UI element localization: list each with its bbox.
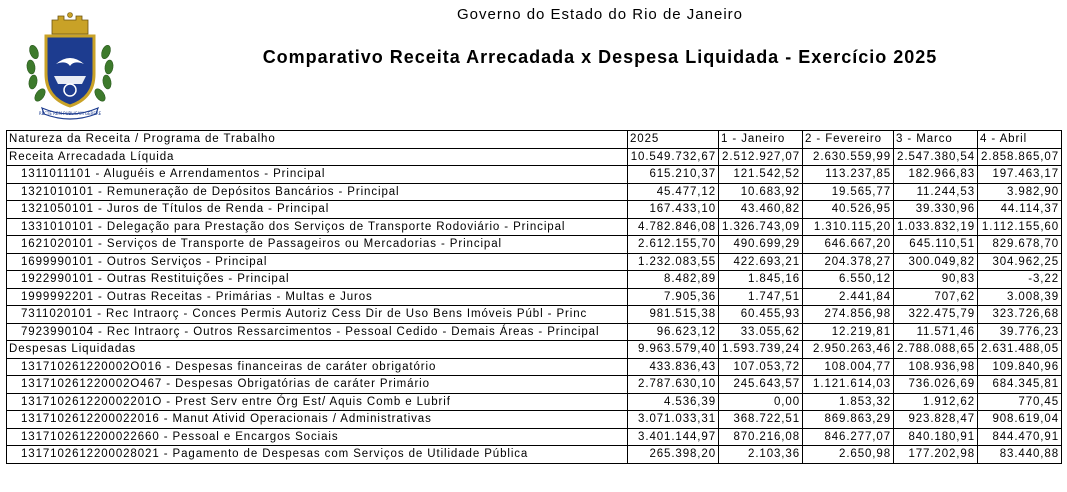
cell-marco: 645.110,51 <box>894 236 978 254</box>
cell-2025: 2.787.630,10 <box>628 376 719 394</box>
cell-janeiro: 121.542,52 <box>719 166 803 184</box>
row-label: 1317102612200022016 - Manut Ativid Operacionais / Administrativas <box>7 411 628 429</box>
table-row <box>7 166 1062 184</box>
row-label: 131710261220002201O - Prest Serv entre Órg Est/ Aquis Comb e Lubrif <box>7 393 628 411</box>
row-label: 1321050101 - Juros de Títulos de Renda - Principal <box>7 201 628 219</box>
cell-marco: 736.026,69 <box>894 376 978 394</box>
cell-2025: 4.782.846,08 <box>628 218 719 236</box>
report-title: Comparativo Receita Arrecadada x Despesa Liquidada - Exercício 2025 <box>262 47 938 67</box>
table-row-total-receita <box>7 148 1062 166</box>
cell-2025: 9.963.579,40 <box>628 341 719 359</box>
table-row <box>7 376 1062 394</box>
cell-fevereiro: 2.950.263,46 <box>803 341 894 359</box>
cell-marco: 2.547.380,54 <box>894 148 978 166</box>
cell-2025: 10.549.732,67 <box>628 148 719 166</box>
row-label: 131710261220002O016 - Despesas financeiras de caráter obrigatório <box>7 358 628 376</box>
row-label: 131710261220002O467 - Despesas Obrigatórias de caráter Primário <box>7 376 628 394</box>
table-row <box>7 446 1062 464</box>
column-header-fevereiro: 2 - Fevereiro <box>803 131 894 149</box>
cell-janeiro: 870.216,08 <box>719 428 803 446</box>
table-row <box>7 271 1062 289</box>
row-label: 1999992201 - Outras Receitas - Primárias - Multas e Juros <box>7 288 628 306</box>
cell-janeiro: 33.055,62 <box>719 323 803 341</box>
cell-marco: 1.912,62 <box>894 393 978 411</box>
cell-2025: 2.612.155,70 <box>628 236 719 254</box>
cell-marco: 182.966,83 <box>894 166 978 184</box>
cell-abril: 684.345,81 <box>978 376 1062 394</box>
cell-fevereiro: 40.526,95 <box>803 201 894 219</box>
cell-janeiro: 368.722,51 <box>719 411 803 429</box>
table-row <box>7 323 1062 341</box>
cell-fevereiro: 19.565,77 <box>803 183 894 201</box>
column-header-janeiro: 1 - Janeiro <box>719 131 803 149</box>
cell-fevereiro: 869.863,29 <box>803 411 894 429</box>
cell-marco: 2.788.088,65 <box>894 341 978 359</box>
table-row <box>7 183 1062 201</box>
revenue-expense-table <box>6 130 1062 464</box>
cell-janeiro: 107.053,72 <box>719 358 803 376</box>
cell-abril: 1.112.155,60 <box>978 218 1062 236</box>
cell-marco: 840.180,91 <box>894 428 978 446</box>
table-row <box>7 393 1062 411</box>
cell-marco: 1.033.832,19 <box>894 218 978 236</box>
cell-2025: 981.515,38 <box>628 306 719 324</box>
cell-2025: 7.905,36 <box>628 288 719 306</box>
cell-marco: 11.571,46 <box>894 323 978 341</box>
cell-2025: 96.623,12 <box>628 323 719 341</box>
cell-marco: 11.244,53 <box>894 183 978 201</box>
cell-janeiro: 490.699,29 <box>719 236 803 254</box>
cell-janeiro: 2.103,36 <box>719 446 803 464</box>
row-label: 1311011101 - Aluguéis e Arrendamentos - Principal <box>7 166 628 184</box>
cell-fevereiro: 274.856,98 <box>803 306 894 324</box>
cell-2025: 3.401.144,97 <box>628 428 719 446</box>
cell-2025: 433.836,43 <box>628 358 719 376</box>
table-row <box>7 236 1062 254</box>
cell-marco: 322.475,79 <box>894 306 978 324</box>
row-label: Despesas Liquidadas <box>7 341 628 359</box>
table-row <box>7 201 1062 219</box>
column-header-natureza: Natureza da Receita / Programa de Trabalho <box>7 131 628 149</box>
table-row-total-despesa <box>7 341 1062 359</box>
cell-abril: 829.678,70 <box>978 236 1062 254</box>
cell-abril: 109.840,96 <box>978 358 1062 376</box>
table-header-row <box>7 131 1062 149</box>
cell-2025: 167.433,10 <box>628 201 719 219</box>
cell-fevereiro: 1.310.115,20 <box>803 218 894 236</box>
cell-marco: 923.828,47 <box>894 411 978 429</box>
cell-abril: 3.008,39 <box>978 288 1062 306</box>
column-header-2025: 2025 <box>628 131 719 149</box>
cell-janeiro: 422.693,21 <box>719 253 803 271</box>
cell-abril: 908.619,04 <box>978 411 1062 429</box>
cell-fevereiro: 1.121.614,03 <box>803 376 894 394</box>
cell-fevereiro: 113.237,85 <box>803 166 894 184</box>
cell-fevereiro: 1.853,32 <box>803 393 894 411</box>
table-row <box>7 288 1062 306</box>
cell-marco: 177.202,98 <box>894 446 978 464</box>
cell-fevereiro: 204.378,27 <box>803 253 894 271</box>
cell-2025: 45.477,12 <box>628 183 719 201</box>
cell-marco: 39.330,96 <box>894 201 978 219</box>
cell-abril: 197.463,17 <box>978 166 1062 184</box>
cell-fevereiro: 2.650,98 <box>803 446 894 464</box>
row-label: 1331010101 - Delegação para Prestação dos Serviços de Transporte Rodoviário - Principal <box>7 218 628 236</box>
government-name: Governo do Estado do Rio de Janeiro <box>457 6 743 23</box>
cell-janeiro: 1.593.739,24 <box>719 341 803 359</box>
cell-abril: 2.858.865,07 <box>978 148 1062 166</box>
cell-fevereiro: 6.550,12 <box>803 271 894 289</box>
cell-abril: 39.776,23 <box>978 323 1062 341</box>
cell-marco: 108.936,98 <box>894 358 978 376</box>
table-row <box>7 253 1062 271</box>
cell-abril: 2.631.488,05 <box>978 341 1062 359</box>
cell-2025: 615.210,37 <box>628 166 719 184</box>
cell-abril: 83.440,88 <box>978 446 1062 464</box>
cell-fevereiro: 2.630.559,99 <box>803 148 894 166</box>
cell-abril: 3.982,90 <box>978 183 1062 201</box>
table-row <box>7 306 1062 324</box>
cell-abril: 844.470,91 <box>978 428 1062 446</box>
cell-2025: 1.232.083,55 <box>628 253 719 271</box>
cell-2025: 265.398,20 <box>628 446 719 464</box>
cell-abril: 323.726,68 <box>978 306 1062 324</box>
cell-2025: 8.482,89 <box>628 271 719 289</box>
cell-abril: 304.962,25 <box>978 253 1062 271</box>
row-label: 7923990104 - Rec Intraorç - Outros Ressarcimentos - Pessoal Cedido - Demais Áreas - Principal <box>7 323 628 341</box>
cell-fevereiro: 846.277,07 <box>803 428 894 446</box>
row-label: 1922990101 - Outras Restituições - Principal <box>7 271 628 289</box>
cell-fevereiro: 108.004,77 <box>803 358 894 376</box>
row-label: 1699990101 - Outros Serviços - Principal <box>7 253 628 271</box>
cell-janeiro: 1.326.743,09 <box>719 218 803 236</box>
cell-janeiro: 0,00 <box>719 393 803 411</box>
cell-abril: 44.114,37 <box>978 201 1062 219</box>
cell-fevereiro: 2.441,84 <box>803 288 894 306</box>
cell-janeiro: 10.683,92 <box>719 183 803 201</box>
cell-abril: -3,22 <box>978 271 1062 289</box>
table-row <box>7 411 1062 429</box>
cell-marco: 707,62 <box>894 288 978 306</box>
row-label: 1317102612200028021 - Pagamento de Despesas com Serviços de Utilidade Pública <box>7 446 628 464</box>
row-label: 1317102612200022660 - Pessoal e Encargos Sociais <box>7 428 628 446</box>
column-header-marco: 3 - Marco <box>894 131 978 149</box>
cell-janeiro: 1.747,51 <box>719 288 803 306</box>
svg-text:RECTE REM PUBLICAM GERERE: RECTE REM PUBLICAM GERERE <box>38 111 102 116</box>
cell-fevereiro: 646.667,20 <box>803 236 894 254</box>
cell-janeiro: 60.455,93 <box>719 306 803 324</box>
row-label: 1321010101 - Remuneração de Depósitos Bancários - Principal <box>7 183 628 201</box>
cell-marco: 300.049,82 <box>894 253 978 271</box>
row-label: 7311020101 - Rec Intraorç - Conces Permis Autoriz Cess Dir de Uso Bens Imóveis Públ - Princ <box>7 306 628 324</box>
cell-fevereiro: 12.219,81 <box>803 323 894 341</box>
cell-janeiro: 2.512.927,07 <box>719 148 803 166</box>
row-label: Receita Arrecadada Líquida <box>7 148 628 166</box>
cell-janeiro: 1.845,16 <box>719 271 803 289</box>
cell-janeiro: 43.460,82 <box>719 201 803 219</box>
table-row <box>7 218 1062 236</box>
cell-marco: 90,83 <box>894 271 978 289</box>
table-row <box>7 428 1062 446</box>
cell-2025: 4.536,39 <box>628 393 719 411</box>
table-row <box>7 358 1062 376</box>
cell-janeiro: 245.643,57 <box>719 376 803 394</box>
column-header-abril: 4 - Abril <box>978 131 1062 149</box>
row-label: 1621020101 - Serviços de Transporte de Passageiros ou Mercadorias - Principal <box>7 236 628 254</box>
cell-2025: 3.071.033,31 <box>628 411 719 429</box>
cell-abril: 770,45 <box>978 393 1062 411</box>
